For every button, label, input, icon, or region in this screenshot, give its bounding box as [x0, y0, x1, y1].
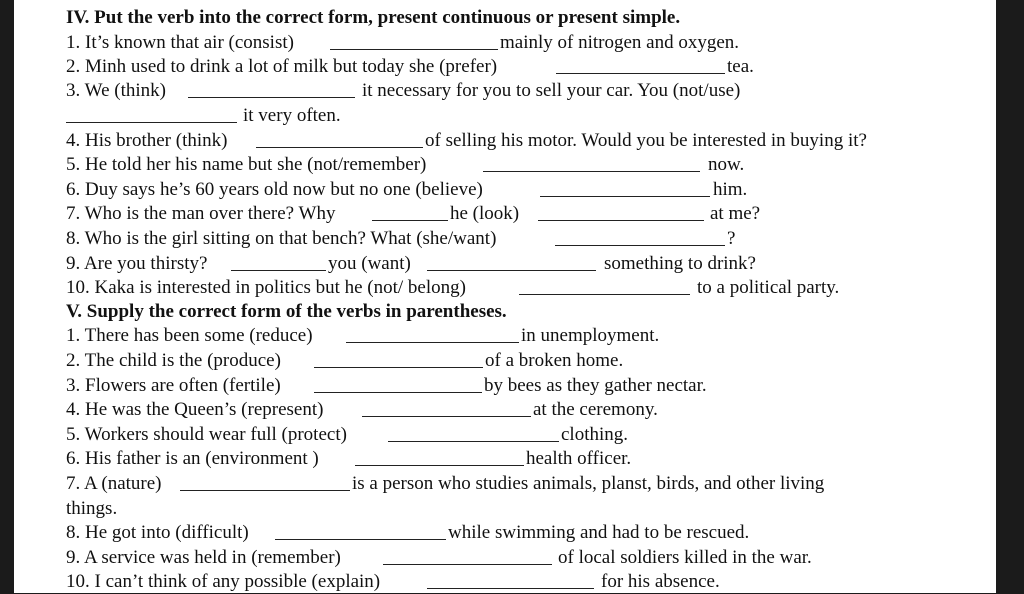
item-text-a: 1. There has been some (reduce) [66, 325, 313, 346]
answer-blank[interactable] [314, 392, 482, 393]
item-text-a: 10. I can’t think of any possible (explain) [66, 571, 381, 592]
item-text-b: ? [727, 228, 736, 249]
item-text-a: 2. Minh used to drink a lot of milk but today she (prefer) [66, 56, 498, 77]
answer-blank[interactable] [66, 122, 237, 123]
item-text-a: 9. Are you thirsty? [66, 253, 208, 274]
worksheet-page [14, 0, 996, 593]
item-text-b: for his absence. [601, 571, 720, 592]
answer-blank[interactable] [188, 97, 355, 98]
item-text-a: 3. Flowers are often (fertile) [66, 375, 281, 396]
answer-blank[interactable] [427, 588, 594, 589]
item-text-b: tea. [727, 56, 754, 77]
item-text-b: of selling his motor. Would you be interested in buying it? [425, 130, 867, 151]
exercise-iv-title: IV. Put the verb into the correct form, present continuous or present simple. [66, 7, 681, 28]
answer-blank[interactable] [372, 220, 448, 221]
item-text-b: to a political party. [697, 277, 840, 298]
item-text-a: 4. His brother (think) [66, 130, 228, 151]
item-text-b: of local soldiers killed in the war. [558, 547, 812, 568]
item-text-b: in unemployment. [521, 325, 660, 346]
answer-blank[interactable] [556, 73, 725, 74]
item-text-a: things. [66, 498, 118, 519]
item-text-a: 1. It’s known that air (consist) [66, 32, 294, 53]
answer-blank[interactable] [346, 342, 519, 343]
item-text-b: at the ceremony. [533, 399, 658, 420]
item-text-b: is a person who studies animals, planst, birds, and other living [352, 473, 825, 494]
item-text-b: now. [708, 154, 745, 175]
item-text-b: him. [713, 179, 748, 200]
item-text-a: 6. His father is an (environment ) [66, 448, 319, 469]
item-text-b: it very often. [243, 105, 341, 126]
answer-blank[interactable] [275, 539, 446, 540]
answer-blank[interactable] [519, 294, 690, 295]
item-text-a: 5. Workers should wear full (protect) [66, 424, 347, 445]
answer-blank[interactable] [231, 270, 326, 271]
answer-blank[interactable] [388, 441, 559, 442]
item-text-b: you (want) [328, 253, 411, 274]
item-text-b: by bees as they gather nectar. [484, 375, 707, 396]
item-text-a: 7. Who is the man over there? Why [66, 203, 336, 224]
answer-blank[interactable] [555, 245, 725, 246]
item-text-b: health officer. [526, 448, 632, 469]
item-text-a: 7. A (nature) [66, 473, 162, 494]
item-text-b: it necessary for you to sell your car. You (not/use) [362, 80, 741, 101]
item-text-c: at me? [710, 203, 761, 224]
item-text-b: clothing. [561, 424, 629, 445]
exercise-v-title: V. Supply the correct form of the verbs in parentheses. [66, 301, 507, 322]
item-text-c: something to drink? [604, 253, 756, 274]
answer-blank[interactable] [180, 490, 350, 491]
answer-blank[interactable] [314, 367, 483, 368]
item-text-a: 4. He was the Queen’s (represent) [66, 399, 324, 420]
item-text-a: 10. Kaka is interested in politics but he (not/ belong) [66, 277, 466, 298]
answer-blank[interactable] [383, 564, 552, 565]
answer-blank[interactable] [540, 196, 710, 197]
answer-blank[interactable] [538, 220, 704, 221]
answer-blank[interactable] [483, 171, 700, 172]
item-text-a: 8. Who is the girl sitting on that bench? What (she/want) [66, 228, 497, 249]
item-text-a: 9. A service was held in (remember) [66, 547, 341, 568]
answer-blank[interactable] [256, 147, 423, 148]
item-text-b: he (look) [450, 203, 520, 224]
item-text-a: 5. He told her his name but she (not/remember) [66, 154, 427, 175]
answer-blank[interactable] [355, 465, 524, 466]
item-text-a: 3. We (think) [66, 80, 166, 101]
answer-blank[interactable] [330, 49, 498, 50]
item-text-b: mainly of nitrogen and oxygen. [500, 32, 740, 53]
item-text-a: 6. Duy says he’s 60 years old now but no one (believe) [66, 179, 483, 200]
answer-blank[interactable] [427, 270, 596, 271]
item-text-b: while swimming and had to be rescued. [448, 522, 750, 543]
item-text-b: of a broken home. [485, 350, 624, 371]
item-text-a: 8. He got into (difficult) [66, 522, 249, 543]
item-text-a: 2. The child is the (produce) [66, 350, 281, 371]
answer-blank[interactable] [362, 416, 531, 417]
